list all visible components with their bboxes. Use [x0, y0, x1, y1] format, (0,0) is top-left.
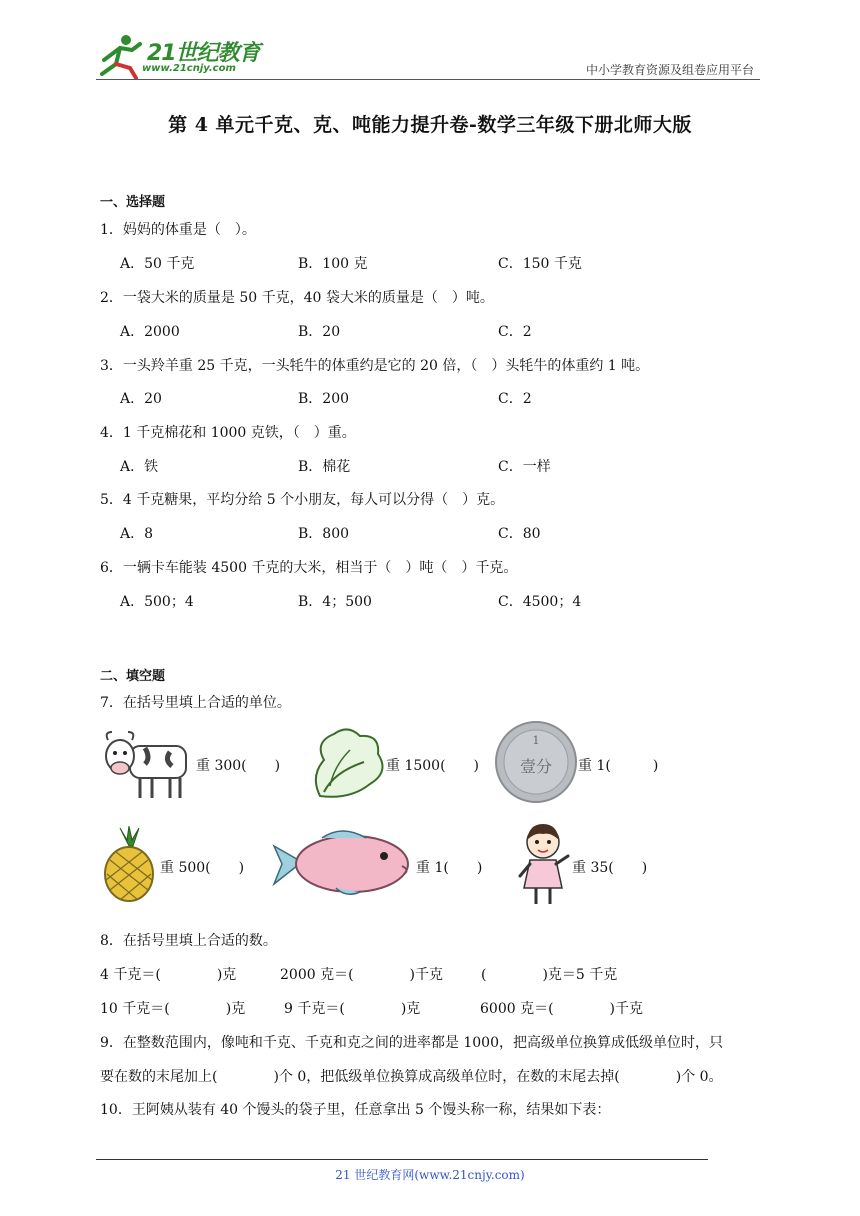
- footer-divider: [96, 1159, 708, 1160]
- option-1c: C．150 千克: [498, 256, 582, 272]
- option-6b: B．4；500: [298, 594, 372, 610]
- q7-fish-weight: 重 1( ): [416, 860, 483, 876]
- coin-label: 壹分: [519, 757, 553, 776]
- coin-icon: [494, 720, 578, 804]
- question-9-line2: 要在数的末尾加上( )个 0，把低级单位换算成高级单位时，在数的末尾去掉( )个 0。: [100, 1069, 723, 1085]
- option-5c: C．80: [498, 526, 541, 542]
- q7-cabbage-weight: 重 1500( ): [386, 758, 480, 774]
- question-3: 3．一头羚羊重 25 千克，一头牦牛的体重约是它的 20 倍，（ ）头牦牛的体重约 1 吨。: [100, 358, 650, 374]
- option-3c: C．2: [498, 391, 532, 407]
- q8-row2-item1: 10 千克＝( )克: [100, 1001, 246, 1017]
- option-2c: C．2: [498, 324, 532, 340]
- q7-girl-weight: 重 35( ): [572, 860, 648, 876]
- option-1a: A．50 千克: [120, 256, 195, 272]
- option-4c: C．一样: [498, 459, 551, 475]
- header-divider: [96, 79, 760, 80]
- option-5a: A．8: [120, 526, 154, 542]
- question-9-line1: 9．在整数范围内，像吨和千克、千克和克之间的进率都是 1000，把高级单位换算成低级单位时，只: [100, 1035, 723, 1051]
- option-6c: C．4500；4: [498, 594, 582, 610]
- q8-row1-item2: 2000 克＝( )千克: [280, 967, 444, 983]
- q8-row2-item2: 9 千克＝( )克: [284, 1001, 421, 1017]
- footer-text: 21 世纪教育网(www.21cnjy.com): [335, 1168, 525, 1182]
- q7-pineapple-weight: 重 500( ): [160, 860, 245, 876]
- logo-text: 21世纪教育: [147, 41, 260, 66]
- option-6a: A．500；4: [120, 594, 194, 610]
- q8-row1-item1: 4 千克＝( )克: [100, 967, 237, 983]
- question-10: 10．王阿姨从装有 40 个馒头的袋子里，任意拿出 5 个馒头称一称，结果如下表：: [100, 1102, 611, 1118]
- pineapple-icon: [102, 826, 156, 902]
- question-4: 4．1 千克棉花和 1000 克铁，（ ）重。: [100, 425, 356, 441]
- option-4b: B．棉花: [298, 459, 351, 475]
- option-5b: B．800: [298, 526, 350, 542]
- cow-icon: [100, 728, 192, 802]
- header-platform-text: 中小学教育资源及组卷应用平台: [585, 63, 754, 77]
- logo-url: www.21cnjy.com: [142, 63, 236, 74]
- option-2b: B．20: [298, 324, 341, 340]
- option-4a: A．铁: [120, 459, 159, 475]
- option-1b: B．100 克: [298, 256, 368, 272]
- section-heading-choice: 一、选择题: [100, 195, 166, 210]
- q7-coin-weight: 重 1( ): [578, 758, 659, 774]
- question-5: 5．4 千克糖果，平均分给 5 个小朋友，每人可以分得（ ）克。: [100, 492, 505, 508]
- question-7: 7．在括号里填上合适的单位。: [100, 695, 291, 711]
- question-8: 8．在括号里填上合适的数。: [100, 933, 277, 949]
- q8-row1-item3: ( )克＝5 千克: [481, 967, 618, 983]
- cabbage-icon: [300, 726, 384, 802]
- section-heading-fill: 二、填空题: [100, 669, 166, 684]
- page-title: 第 4 单元千克、克、吨能力提升卷-数学三年级下册北师大版: [168, 114, 692, 136]
- q7-cow-weight: 重 300( ): [196, 758, 281, 774]
- svg-text:1: 1: [532, 734, 540, 747]
- girl-icon: [514, 822, 572, 910]
- question-1: 1．妈妈的体重是（ ）。: [100, 222, 256, 238]
- fish-icon: [272, 826, 412, 898]
- q8-row2-item3: 6000 克＝( )千克: [480, 1001, 644, 1017]
- option-2a: A．2000: [120, 324, 180, 340]
- option-3a: A．20: [120, 391, 162, 407]
- question-6: 6．一辆卡车能装 4500 千克的大米，相当于（ ）吨（ ）千克。: [100, 560, 518, 576]
- question-2: 2．一袋大米的质量是 50 千克，40 袋大米的质量是（ ）吨。: [100, 290, 494, 306]
- option-3b: B．200: [298, 391, 350, 407]
